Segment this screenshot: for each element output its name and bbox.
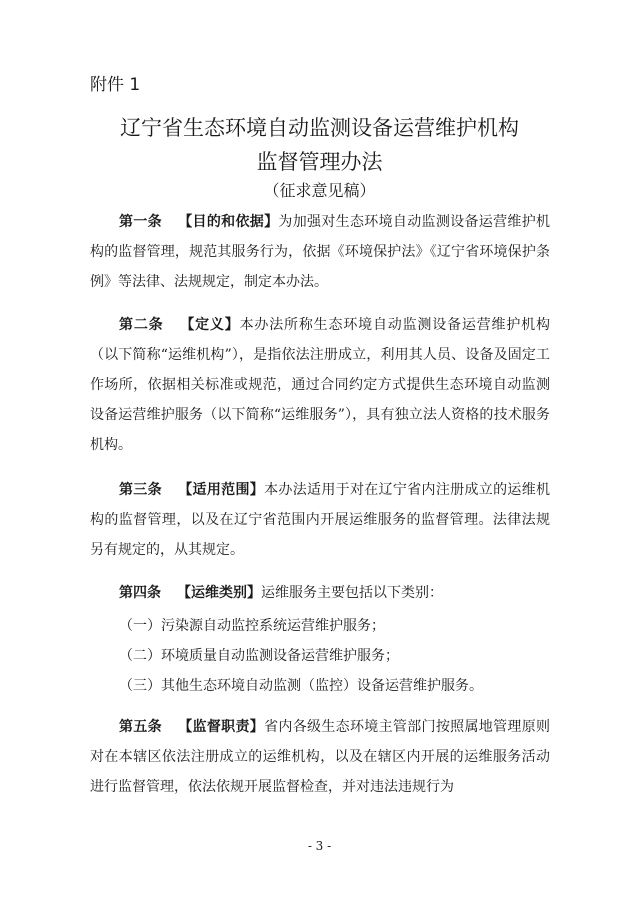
article-number: 第一条 <box>119 214 162 230</box>
page-number: - 3 - <box>307 839 332 853</box>
article-number: 第五条 <box>119 719 162 735</box>
list-item: （三）其他生态环境自动监测（监控）设备运营维护服务。 <box>119 678 483 694</box>
article-text: 为加强对生态环境自动监测设备运营维护机构的监督管理，规范其服务行为，依据《环境保护法》《辽宁省环境保护条例》等法律、法规规定，制定本办法。 <box>90 214 551 290</box>
list-item: （二）环境质量自动监测设备运营维护服务； <box>119 648 399 664</box>
article-5 <box>90 712 550 802</box>
article-heading: 【监督职责】 <box>177 719 265 735</box>
article-text: 运维服务主要包括以下类别： <box>261 585 443 601</box>
document-subtitle: （征求意见稿） <box>263 181 376 200</box>
article-2 <box>90 310 550 460</box>
list-item: （一）污染源自动监控系统运营维护服务； <box>119 618 385 634</box>
article-text: 本办法所称生态环境自动监测设备运营维护机构（以下简称“运维机构”），是指依法注册成立，利用其人员、设备及固定工作场所，依据相关标准或规范，通过合同约定方式提供生态环境自动监测设备运营维护服务（以下简称“运维服务”），具有独立法人资格的技术服务机构。 <box>90 317 551 453</box>
article-heading: 【目的和依据】 <box>177 214 279 230</box>
article-1 <box>90 207 550 297</box>
article-heading: 【运维类别】 <box>177 585 261 601</box>
article-number: 第四条 <box>119 585 161 601</box>
attachment-label: 附件 1 <box>90 75 141 95</box>
article-text: 省内各级生态环境主管部门按照属地管理原则对在本辖区依法注册成立的运维机构，以及在辖区内开展的运维服务活动进行监督管理，依法依规开展监督检查，并对违法违规行为 <box>90 719 551 795</box>
article-number: 第二条 <box>119 317 164 333</box>
article-text: 本办法适用于对在辽宁省内注册成立的运维机构的监督管理，以及在辽宁省范围内开展运维服务的监督管理。法律法规另有规定的，从其规定。 <box>90 482 551 558</box>
article-number: 第三条 <box>119 482 162 498</box>
article-4 <box>90 578 550 608</box>
document-title-line2: 监督管理办法 <box>256 150 383 174</box>
document-title-line1: 辽宁省生态环境自动监测设备运营维护机构 <box>120 116 519 140</box>
article-heading: 【适用范围】 <box>177 482 265 498</box>
category-list <box>90 611 550 701</box>
article-3 <box>90 475 550 565</box>
article-heading: 【定义】 <box>179 317 240 333</box>
